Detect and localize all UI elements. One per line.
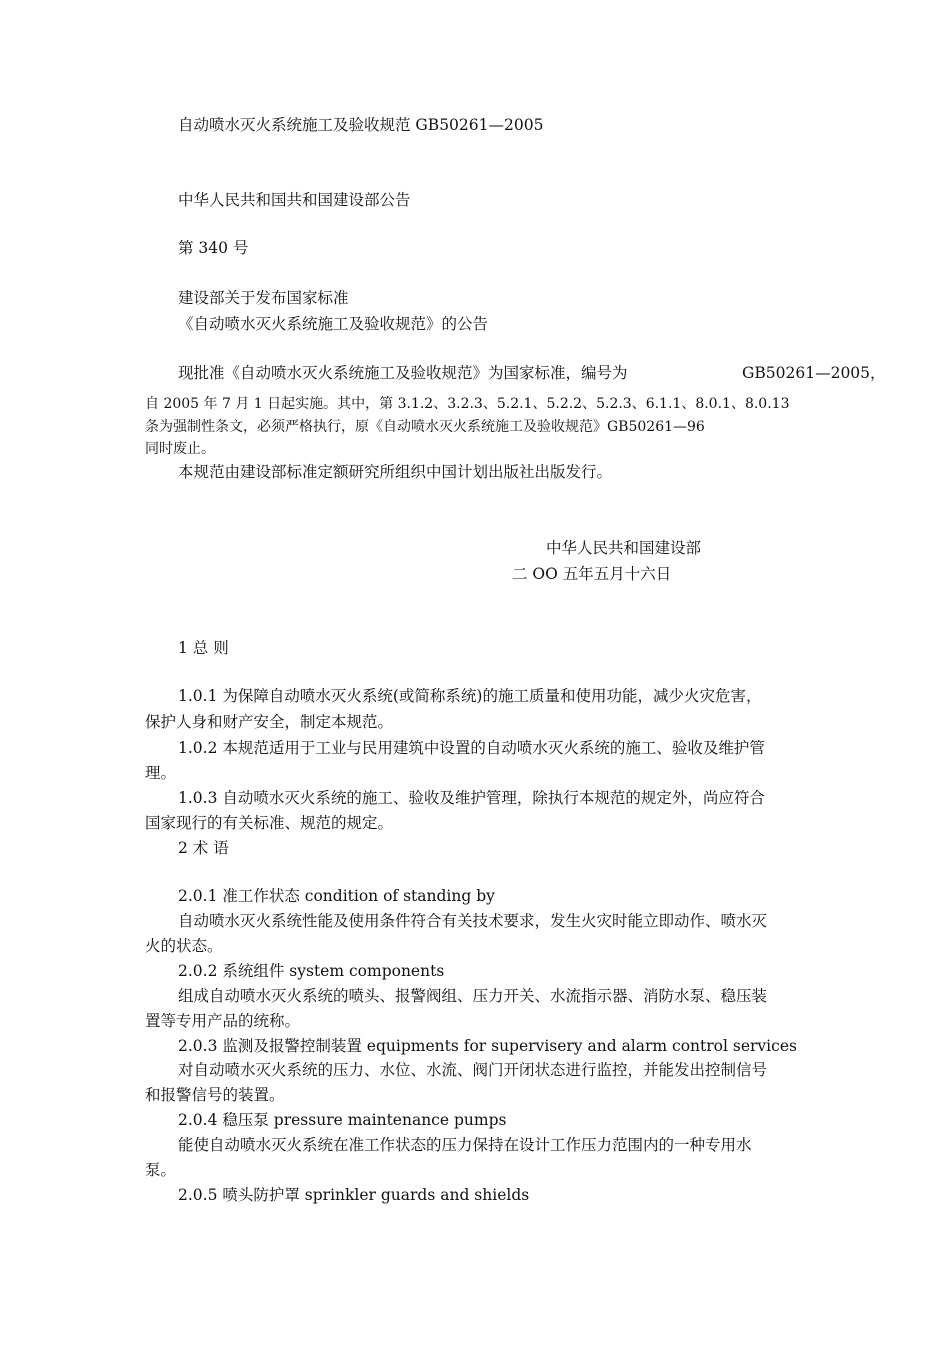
term-2-0-2: 2.0.2 系统组件 system components xyxy=(178,962,445,980)
clause-1-0-1-line2: 保护人身和财产安全，制定本规范。 xyxy=(145,713,394,731)
announcement-body-line2: 自 2005 年 7 月 1 日起实施。其中，第 3.1.2、3.2.3、5.2.1、5.2.2、5.2.3、6.1.1、8.0.1、8.0.13 xyxy=(145,396,790,412)
announcement-subject-line2: 《自动喷水灭火系统施工及验收规范》的公告 xyxy=(178,315,489,333)
announcement-number: 第 340 号 xyxy=(178,239,249,257)
term-2-0-2-def-line1: 组成自动喷水灭火系统的喷头、报警阀组、压力开关、水流指示器、消防水泵、稳压装 xyxy=(178,987,768,1005)
announcement-body-line1b: GB50261—2005， xyxy=(742,364,886,382)
clause-1-0-3-line2: 国家现行的有关标准、规范的规定。 xyxy=(145,814,394,832)
announcement-issuer: 中华人民共和国共和国建设部公告 xyxy=(178,191,411,209)
document-title: 自动喷水灭火系统施工及验收规范 GB50261—2005 xyxy=(178,116,544,134)
term-2-0-3-def-line1: 对自动喷水灭火系统的压力、水位、水流、阀门开闭状态进行监控，并能发出控制信号 xyxy=(178,1061,768,1079)
term-2-0-4-def-line2: 泵。 xyxy=(145,1161,177,1179)
clause-1-0-3-line1: 1.0.3 自动喷水灭火系统的施工、验收及维护管理，除执行本规范的规定外，尚应符合 xyxy=(178,789,765,807)
signature-date: 二 OO 五年五月十六日 xyxy=(512,565,672,583)
chapter-1-heading: 1 总 则 xyxy=(178,639,229,657)
term-2-0-1-def-line1: 自动喷水灭火系统性能及使用条件符合有关技术要求，发生火灾时能立即动作、喷水灭 xyxy=(178,912,768,930)
term-2-0-2-def-line2: 置等专用产品的统称。 xyxy=(145,1012,301,1030)
chapter-2-heading: 2 术 语 xyxy=(178,839,229,857)
announcement-body-line5: 本规范由建设部标准定额研究所组织中国计划出版社出版发行。 xyxy=(178,463,613,481)
clause-1-0-2-line2: 理。 xyxy=(145,764,177,782)
term-2-0-3-def-line2: 和报警信号的装置。 xyxy=(145,1086,285,1104)
term-2-0-4: 2.0.4 稳压泵 pressure maintenance pumps xyxy=(178,1111,507,1129)
announcement-subject-line1: 建设部关于发布国家标准 xyxy=(178,289,349,307)
clause-1-0-1-line1: 1.0.1 为保障自动喷水灭火系统(或简称系统)的施工质量和使用功能，减少火灾危害， xyxy=(178,687,762,705)
announcement-body-line3: 条为强制性条文，必须严格执行，原《自动喷水灭火系统施工及验收规范》GB50261—96 xyxy=(145,419,705,435)
term-2-0-4-def-line1: 能使自动喷水灭火系统在准工作状态的压力保持在设计工作压力范围内的一种专用水 xyxy=(178,1136,752,1154)
term-2-0-1-def-line2: 火的状态。 xyxy=(145,937,223,955)
term-2-0-5: 2.0.5 喷头防护罩 sprinkler guards and shields xyxy=(178,1186,530,1204)
announcement-body-line1a: 现批准《自动喷水灭火系统施工及验收规范》为国家标准，编号为 xyxy=(178,364,628,382)
term-2-0-1: 2.0.1 准工作状态 condition of standing by xyxy=(178,887,495,905)
signature-organization: 中华人民共和国建设部 xyxy=(546,539,702,557)
clause-1-0-2-line1: 1.0.2 本规范适用于工业与民用建筑中设置的自动喷水灭火系统的施工、验收及维护管 xyxy=(178,739,765,757)
announcement-body-line4: 同时废止。 xyxy=(145,441,215,457)
term-2-0-3: 2.0.3 监测及报警控制装置 equipments for supervisery and alarm control services xyxy=(178,1037,797,1055)
